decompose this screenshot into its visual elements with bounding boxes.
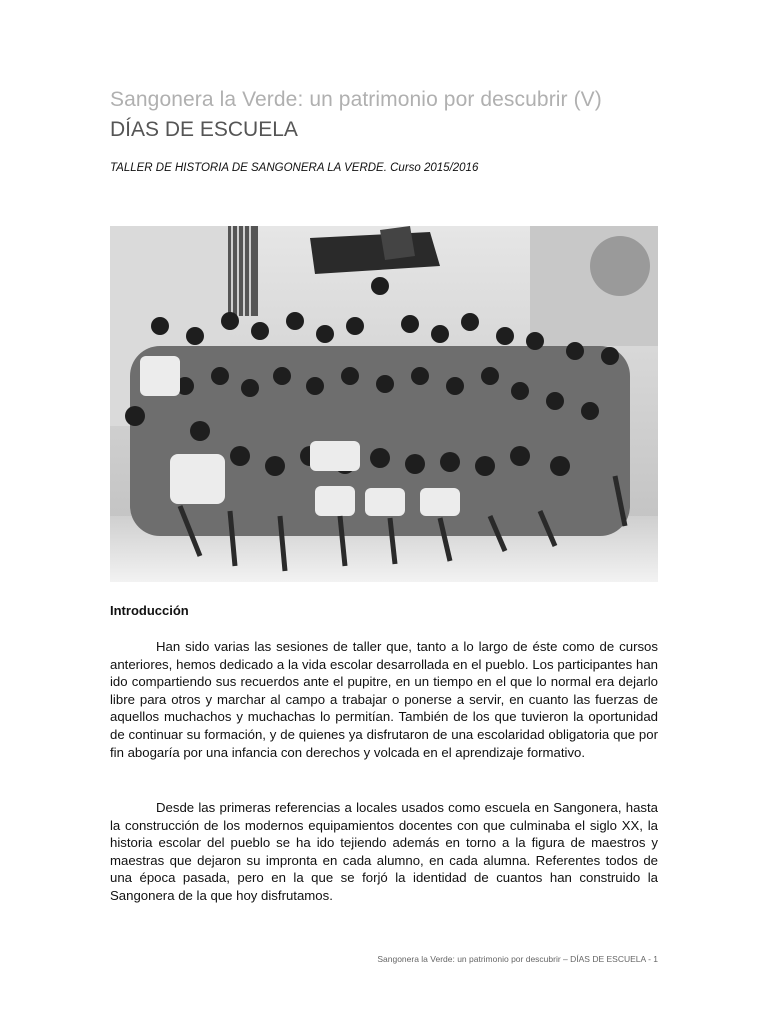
document-title: Sangonera la Verde: un patrimonio por descubrir (V) xyxy=(110,88,602,111)
paragraph: Han sido varias las sesiones de taller que, tanto a lo largo de éste como de cursos anteriores, hemos dedicado a la vida escolar desarrollada en el pueblo. Los participantes han ido compartiendo sus recuerdos ante el pupitre, en un tiempo en el que lo normal era dejarlo libre para otros y marchar al campo a trabajar o ponerse a servir, en cuanto las fuerzas de aquellos muchachos y muchachas lo permitían. También de los que tuvieron la oportunidad de continuar su formación, y de quienes ya disfrutaron de una escolaridad obligatoria que por fin abogaría por una infancia con derechos y volcada en el aprendizaje formativo. xyxy=(110,639,658,760)
paragraph: Desde las primeras referencias a locales usados como escuela en Sangonera, hasta la construcción de los modernos equipamientos docentes con que culminaba el siglo XX, la historia escolar del pueblo se ha ido tejiendo además en torno a la figura de maestros y maestras que dejaron su impronta en cada alumno, en cada alumna. Referentes todos de una época pasada, pero en la que se forjó la identidad de cuantos han construido la Sangonera de la que hoy disfrutamos. xyxy=(110,800,658,903)
school-group-photo xyxy=(110,226,658,582)
page-footer: Sangonera la Verde: un patrimonio por descubrir – DÍAS DE ESCUELA - 1 xyxy=(377,954,658,964)
document-subtitle-heading: DÍAS DE ESCUELA xyxy=(110,118,298,141)
workshop-subtitle: TALLER DE HISTORIA DE SANGONERA LA VERDE. Curso 2015/2016 xyxy=(110,162,479,174)
school-group-photo-illustration xyxy=(110,226,658,582)
section-heading-introduccion: Introducción xyxy=(110,603,189,618)
